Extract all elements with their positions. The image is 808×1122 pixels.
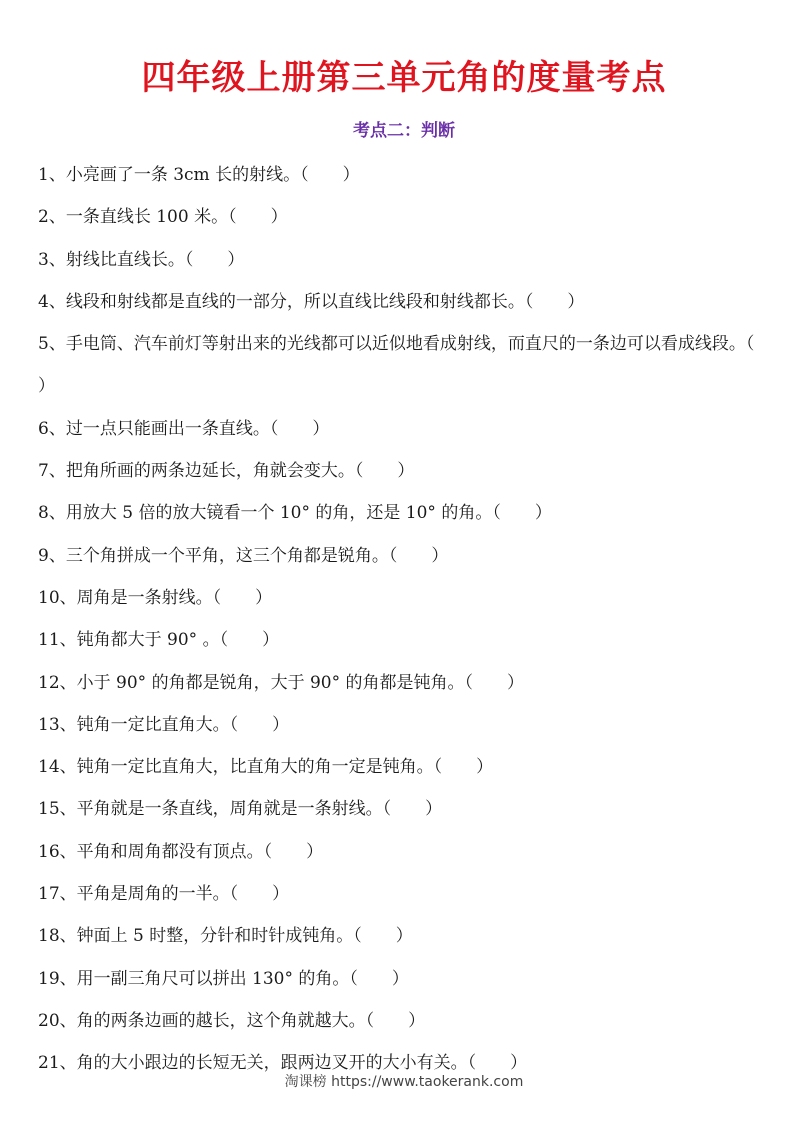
question-11: 11、钝角都大于 90° 。（ ） <box>38 630 280 651</box>
question-7: 7、把角所画的两条边延长，角就会变大。（ ） <box>38 461 415 482</box>
page-title: 四年级上册第三单元角的度量考点 <box>141 58 667 98</box>
question-list <box>38 154 789 1085</box>
question-2: 2、一条直线长 100 米。（ ） <box>38 207 288 228</box>
question-10: 10、周角是一条射线。（ ） <box>38 587 273 608</box>
footer-watermark: 淘课榜 https://www.taokerank.com <box>284 1074 524 1090</box>
section-subtitle: 考点二：判断 <box>353 121 455 141</box>
question-17: 17、平角是周角的一半。（ ） <box>38 884 290 905</box>
question-6: 6、过一点只能画出一条直线。（ ） <box>38 418 330 439</box>
question-19: 19、用一副三角尺可以拼出 130° 的角。（ ） <box>38 968 409 989</box>
question-13: 13、钝角一定比直角大。（ ） <box>38 714 290 735</box>
question-15: 15、平角就是一条直线，周角就是一条射线。（ ） <box>38 799 443 820</box>
question-12: 12、小于 90° 的角都是锐角，大于 90° 的角都是钝角。（ ） <box>38 672 525 693</box>
question-18: 18、钟面上 5 时整，分针和时针成钝角。（ ） <box>38 926 413 947</box>
question-16: 16、平角和周角都没有顶点。（ ） <box>38 841 324 862</box>
question-20: 20、角的两条边画的越长，这个角就越大。（ ） <box>38 1010 426 1031</box>
question-9: 9、三个角拼成一个平角，这三个角都是锐角。（ ） <box>38 545 449 566</box>
question-8: 8、用放大 5 倍的放大镜看一个 10° 的角，还是 10° 的角。（ ） <box>38 503 552 524</box>
question-5: 5、手电筒、汽车前灯等射出来的光线都可以近似地看成射线，而直尺的一条边可以看成线段。（ ） <box>38 334 789 397</box>
question-4: 4、线段和射线都是直线的一部分，所以直线比线段和射线都长。（ ） <box>38 291 585 312</box>
question-14: 14、钝角一定比直角大，比直角大的角一定是钝角。（ ） <box>38 757 494 778</box>
question-1: 1、小亮画了一条 3cm 长的射线。（ ） <box>38 165 360 185</box>
question-3: 3、射线比直线长。（ ） <box>38 249 245 270</box>
question-21: 21、角的大小跟边的长短无关，跟两边叉开的大小有关。（ ） <box>38 1053 528 1074</box>
